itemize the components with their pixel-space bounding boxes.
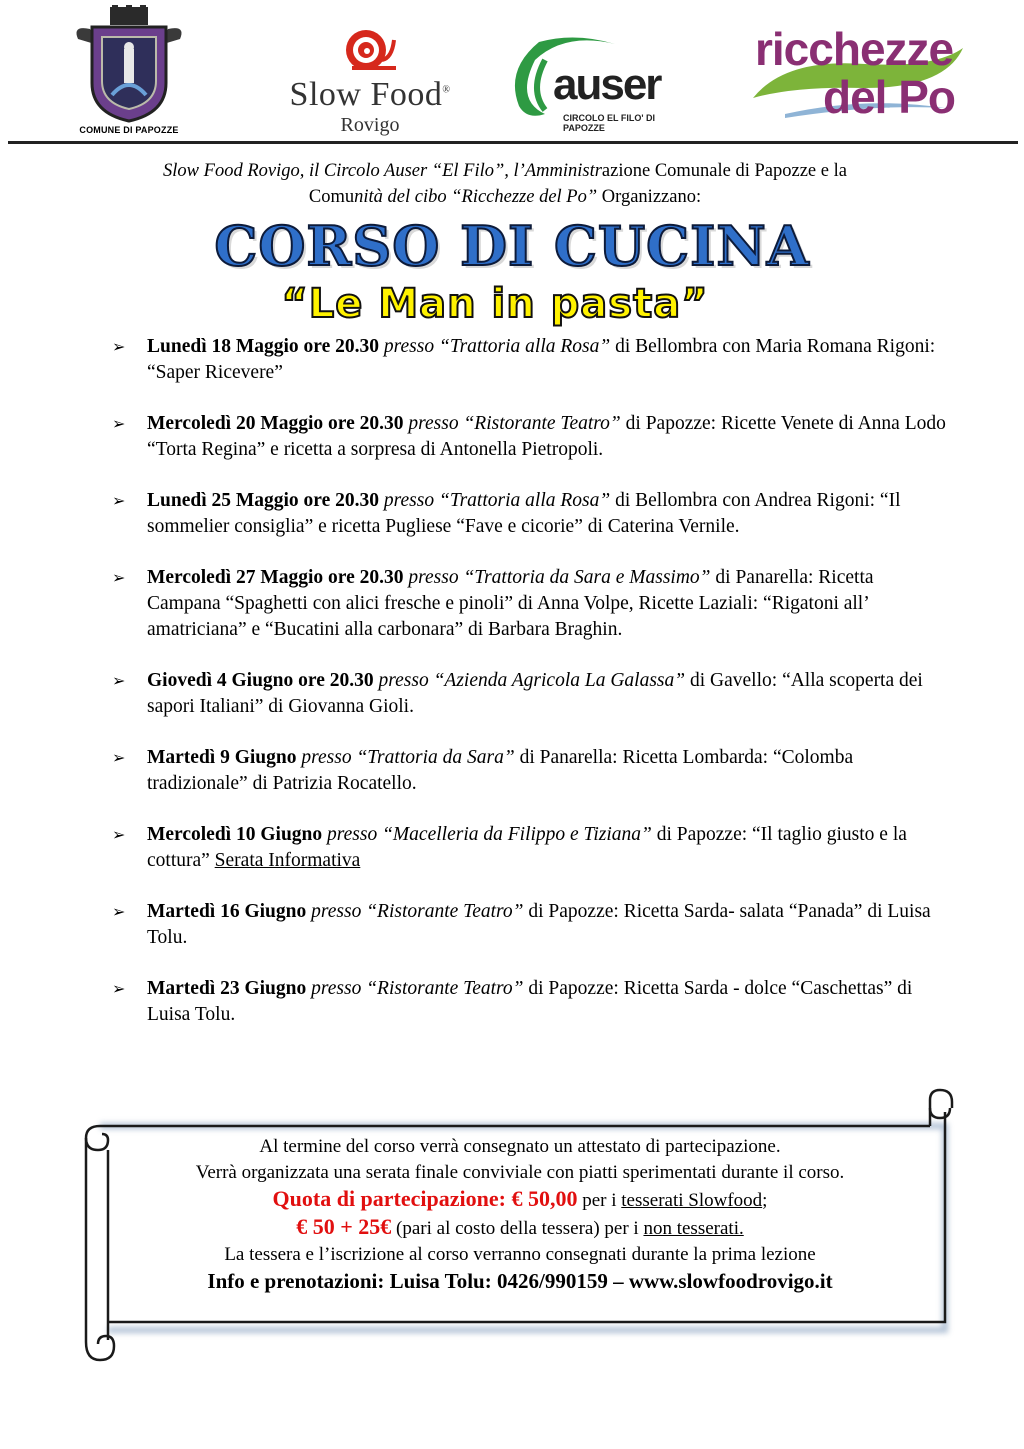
registered-mark: ® [442, 84, 451, 96]
event-description: di Papozze: Ricette Venete di Anna Lodo “Torta Regina” e ricetta a sorpresa di Antonella Pietropoli. [147, 413, 946, 460]
event-date: Lunedì 18 Maggio ore 20.30 [147, 336, 380, 357]
intro-line1-italic: Slow Food Rovigo, il Circolo Auser “El Filo”, l’Amministr [163, 161, 602, 181]
quota-mid: per i [577, 1190, 622, 1211]
non-members: non tesserati. [643, 1218, 744, 1239]
non-member-price: € 50 + 25€ [296, 1214, 392, 1239]
event-venue: presso “Azienda Agricola La Galassa” [373, 670, 686, 691]
ricchezze-line2: del Po [823, 71, 956, 123]
banner-certificate-line: Al termine del corso verrà consegnato un attestato di partecipazione. [259, 1136, 781, 1157]
event-description: di Panarella: Ricetta Campana “Spaghetti con alici fresche e pinoli” di Anna Volpe, Ricette Laziali: “Rigatoni all’ amatriciana” e “Bucatini alla carbonara” di Barbara Braghin. [147, 567, 874, 640]
auser-wordmark: auser [553, 60, 661, 109]
arrow-bullet-icon: ➢ [112, 902, 126, 921]
intro-line1-normal: azione Comunale di Papozze e la [601, 161, 847, 181]
event-description: di Bellombra con Andrea Rigoni: “Il sommelier consiglia” e ricetta Pugliese “Fave e cicorie” di Caterina Vernile. [147, 490, 901, 537]
event-description: di Gavello: “Alla scoperta dei sapori Italiani” di Giovanna Gioli. [147, 670, 923, 717]
banner-quota-line [110, 1186, 930, 1214]
banner-contact-info: Info e prenotazioni: Luisa Tolu: 0426/990159 – www.slowfoodrovigo.it [207, 1269, 833, 1293]
scroll-banner-text [110, 1134, 930, 1294]
slowfood-name-text: Slow Food [289, 76, 443, 113]
event-date: Mercoledì 10 Giugno [147, 824, 323, 845]
price-mid: (pari al costo della tessera) per i [391, 1218, 644, 1239]
ricchezze-line1: ricchezze [755, 23, 954, 75]
event-venue: presso “Trattoria da Sara e Massimo” [403, 567, 711, 588]
event-description: di Papozze: Ricetta Sarda- salata “Panada” di Luisa Tolu. [147, 901, 931, 948]
arrow-bullet-icon: ➢ [112, 337, 126, 356]
event-underlined-note: Serata Informativa [214, 850, 361, 871]
page-title: CORSO DI CUCINA [214, 214, 810, 278]
arrow-bullet-icon: ➢ [112, 979, 126, 998]
arrow-bullet-icon: ➢ [112, 825, 126, 844]
arrow-bullet-icon: ➢ [112, 414, 126, 433]
event-venue: presso “Trattoria alla Rosa” [379, 336, 611, 357]
intro-line2-normal-a: Comu [308, 187, 355, 207]
quota-members: tesserati Slowfood [621, 1190, 763, 1211]
event-description: di Papozze: Ricetta Sarda - dolce “Caschettas” di Luisa Tolu. [147, 978, 913, 1025]
slowfood-city: Rovigo [340, 114, 400, 136]
event-description: di Bellombra con Maria Romana Rigoni: “Saper Ricevere” [147, 336, 936, 383]
intro-line2-normal-b: Organizzano: [597, 187, 702, 207]
event-venue: presso “Ristorante Teatro” [306, 901, 524, 922]
event-date: Martedì 9 Giugno [147, 747, 297, 768]
page-subtitle: “Le Man in pasta” [281, 281, 709, 327]
event-date: Martedì 23 Giugno [147, 978, 307, 999]
banner-membership-line: La tessera e l’iscrizione al corso verranno consegnati durante la prima lezione [224, 1244, 816, 1265]
event-venue: presso “Trattoria da Sara” [296, 747, 515, 768]
event-venue: presso “Macelleria da Filippo e Tiziana” [322, 824, 652, 845]
banner-price-line [110, 1214, 930, 1242]
arrow-bullet-icon: ➢ [112, 671, 126, 690]
event-date: Martedì 16 Giugno [147, 901, 307, 922]
papozze-caption: COMUNE DI PAPOZZE [79, 125, 179, 135]
event-date: Mercoledì 27 Maggio ore 20.30 [147, 567, 404, 588]
event-venue: presso “Ristorante Teatro” [306, 978, 524, 999]
arrow-bullet-icon: ➢ [112, 568, 126, 587]
event-date: Mercoledì 20 Maggio ore 20.30 [147, 413, 404, 434]
auser-caption: CIRCOLO EL FILO' DI PAPOZZE [563, 113, 655, 133]
event-venue: presso “Trattoria alla Rosa” [379, 490, 611, 511]
arrow-bullet-icon: ➢ [112, 491, 126, 510]
arrow-bullet-icon: ➢ [112, 748, 126, 767]
banner-dinner-line: Verrà organizzata una serata finale conviviale con piatti sperimentati durante il corso. [195, 1162, 845, 1183]
event-description: di Panarella: Ricetta Lombarda: “Colomba tradizionale” di Patrizia Rocatello. [147, 747, 854, 794]
event-description: di Papozze: “Il taglio giusto e la cottura” [147, 824, 907, 871]
event-date: Giovedì 4 Giugno ore 20.30 [147, 670, 374, 691]
event-venue: presso “Ristorante Teatro” [403, 413, 621, 434]
event-date: Lunedì 25 Maggio ore 20.30 [147, 490, 380, 511]
quota-price: Quota di partecipazione: € 50,00 [272, 1186, 578, 1211]
intro-line2-italic: nità del cibo “Ricchezze del Po” [354, 187, 598, 207]
quota-end: ; [762, 1190, 768, 1211]
